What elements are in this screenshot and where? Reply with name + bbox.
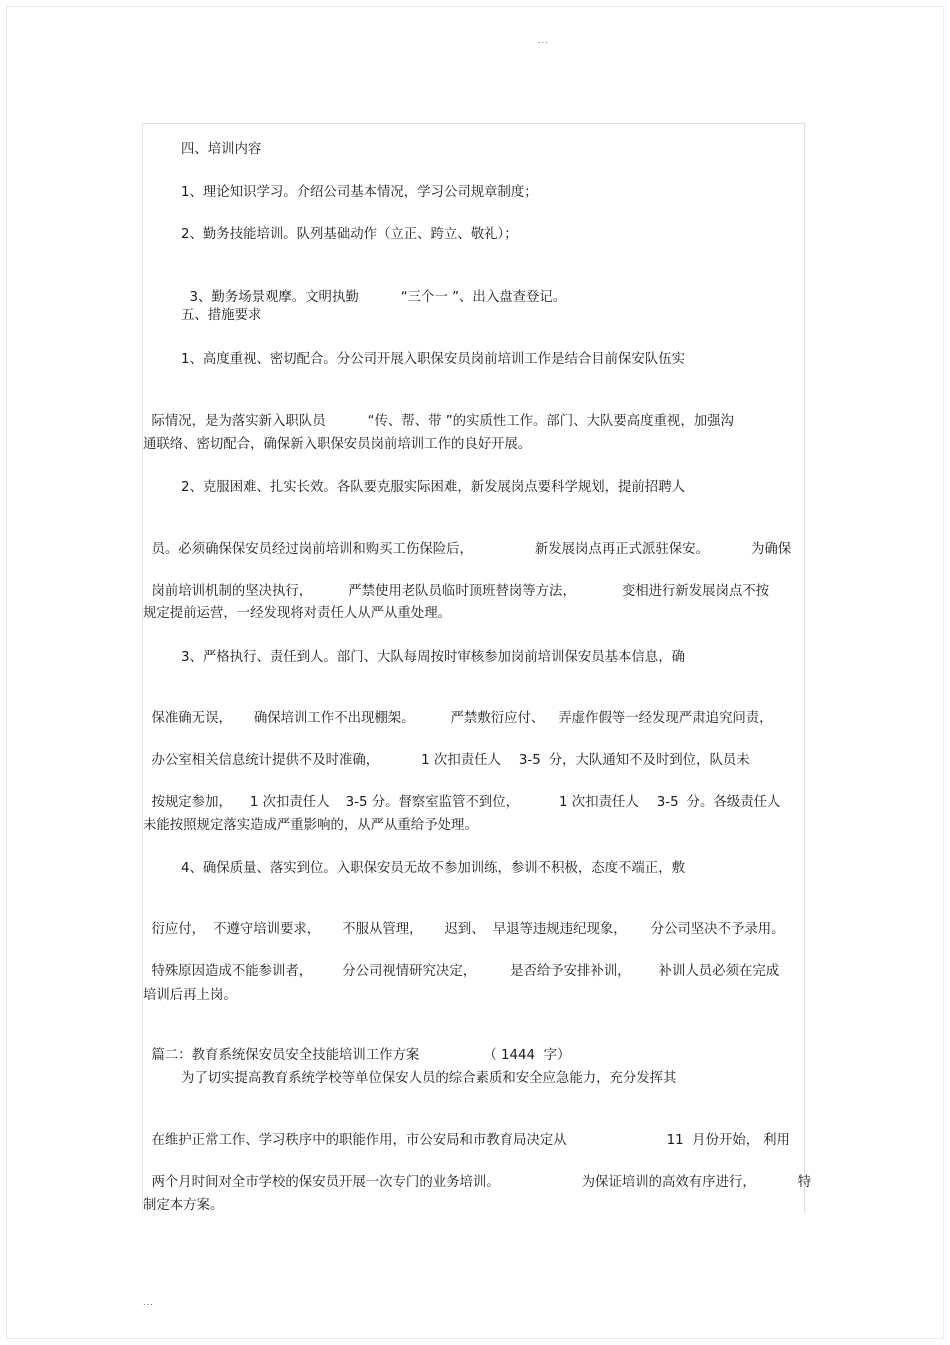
- text-segment: 篇二：教育系统保安员安全技能培训工作方案: [151, 1048, 420, 1063]
- text-segment: 严禁敷衍应付、: [450, 711, 545, 726]
- text-segment: 1 次扣责任人: [559, 795, 639, 810]
- text-segment: 分公司视情研究决定，: [342, 964, 477, 979]
- text-segment: 3、勤务场景观摩。文明执勤: [189, 290, 359, 305]
- text-segment: “三个一 ”、出入盘查登记。: [400, 290, 567, 305]
- paragraph-line: [143, 1111, 790, 1151]
- text-segment: 为确保: [750, 542, 792, 557]
- text-segment: 严禁使用老队员临时顶班替岗等方法，: [348, 584, 576, 599]
- paragraph-line: [143, 392, 734, 432]
- text-segment: 办公室相关信息统计提供不及时准确，: [151, 753, 380, 768]
- text-segment: 不遵守培训要求，: [213, 922, 321, 937]
- text-segment: 按规定参加，: [151, 795, 232, 810]
- paragraph-line: [181, 268, 566, 308]
- text-segment: 1 次扣责任人: [421, 753, 501, 768]
- paragraph-line: 为了切实提高教育系统学校等单位保安人员的综合素质和安全应急能力，充分发挥其: [181, 1071, 677, 1086]
- paragraph-line: [143, 520, 791, 560]
- word-count: （ 1444 字）: [483, 1048, 571, 1063]
- text-segment: 补训人员必须在完成: [658, 964, 780, 979]
- text-segment: 确保培训工作不出现棚架。: [253, 711, 415, 726]
- text-segment: 衍应付，: [151, 922, 206, 937]
- text-segment: 迟到、: [444, 922, 485, 937]
- text-segment: 员。必须确保保安员经过岗前培训和购买工伤保险后，: [151, 542, 473, 557]
- text-segment: 岗前培训机制的坚决执行，: [151, 584, 313, 599]
- paragraph-line: [143, 773, 780, 813]
- paragraph-line: [143, 1153, 811, 1193]
- paragraph-line: 3、严格执行、责任到人。部门、大队每周按时审核参加岗前培训保安员基本信息，确: [181, 650, 685, 665]
- text-segment: 3-5 分。督察室监管不到位，: [345, 795, 520, 810]
- paragraph-line: 1、理论知识学习。介绍公司基本情况，学习公司规章制度；: [181, 185, 538, 200]
- text-segment: 特殊原因造成不能参训者，: [151, 964, 313, 979]
- paragraph-line: 4、确保质量、落实到位。入职保安员无故不参加训练，参训不积极，态度不端正，敷: [181, 861, 685, 876]
- paragraph-line: [143, 731, 750, 771]
- paragraph-line: [143, 562, 769, 602]
- text-segment: 在维护正常工作、学习秩序中的职能作用，市公安局和市教育局决定从: [151, 1133, 567, 1148]
- text-segment: “传、帮、带 ”的实质性工作。部门、大队要高度重视，加强沟: [367, 414, 734, 429]
- paragraph-line: 未能按照规定落实造成严重影响的，从严从重给予处理。: [143, 818, 478, 833]
- paragraph-line: 2、勤务技能培训。队列基础动作（立正、跨立、敬礼）；: [181, 227, 518, 242]
- paragraph-line: [143, 689, 773, 729]
- text-segment: 是否给予安排补训，: [510, 964, 631, 979]
- text-segment: 际情况，是为落实新入职队员: [151, 414, 326, 429]
- text-segment: 分。各级责任人: [686, 795, 781, 810]
- paragraph-line: 规定提前运营，一经发现将对责任人从严从重处理。: [143, 606, 451, 621]
- text-frame-right-rule: [804, 123, 805, 1213]
- text-segment: 变相进行新发展岗点不按: [621, 584, 770, 599]
- paragraph-line: 通联络、密切配合，确保新入职保安员岗前培训工作的良好开展。: [143, 437, 532, 452]
- paragraph-line: 2、克服困难、扎实长效。各队要克服实际困难，新发展岗点要科学规划，提前招聘人: [181, 480, 685, 495]
- paragraph-line: 1、高度重视、密切配合。分公司开展入职保安员岗前培训工作是结合目前保安队伍实: [181, 352, 685, 367]
- footer-mark: ...: [143, 1298, 154, 1307]
- section-heading-training-content: 四、培训内容: [181, 142, 262, 157]
- text-frame-top-rule: [142, 123, 806, 124]
- paragraph-line: 培训后再上岗。: [143, 988, 237, 1003]
- text-segment: 保准确无误，: [151, 711, 232, 726]
- text-segment: 分，大队通知不及时到位，队员未: [548, 753, 750, 768]
- section-heading-measures: 五、措施要求: [181, 308, 262, 323]
- paragraph-line: 制定本方案。: [143, 1198, 224, 1213]
- text-segment: 两个月时间对全市学校的保安员开展一次专门的业务培训。: [151, 1175, 500, 1190]
- text-segment: 特: [797, 1175, 812, 1190]
- text-segment: 3-5: [518, 753, 541, 768]
- header-mark: ...: [538, 36, 549, 45]
- text-segment: 1 次扣责任人: [249, 795, 330, 810]
- article-heading: [143, 1026, 570, 1066]
- paragraph-line: [143, 942, 779, 982]
- text-segment: 利用: [763, 1133, 790, 1148]
- text-segment: 分公司坚决不予录用。: [650, 922, 785, 937]
- text-segment: 3-5: [656, 795, 679, 810]
- text-segment: 早退等违规违纪现象，: [492, 922, 627, 937]
- text-segment: 11 月份开始，: [666, 1133, 760, 1148]
- text-segment: 为保证培训的高效有序进行，: [581, 1175, 756, 1190]
- text-segment: 新发展岗点再正式派驻保安。: [534, 542, 709, 557]
- text-segment: 弄虚作假等一经发现严肃追究问责，: [558, 711, 773, 726]
- text-segment: 不服从管理，: [342, 922, 423, 937]
- paragraph-line: [143, 900, 785, 940]
